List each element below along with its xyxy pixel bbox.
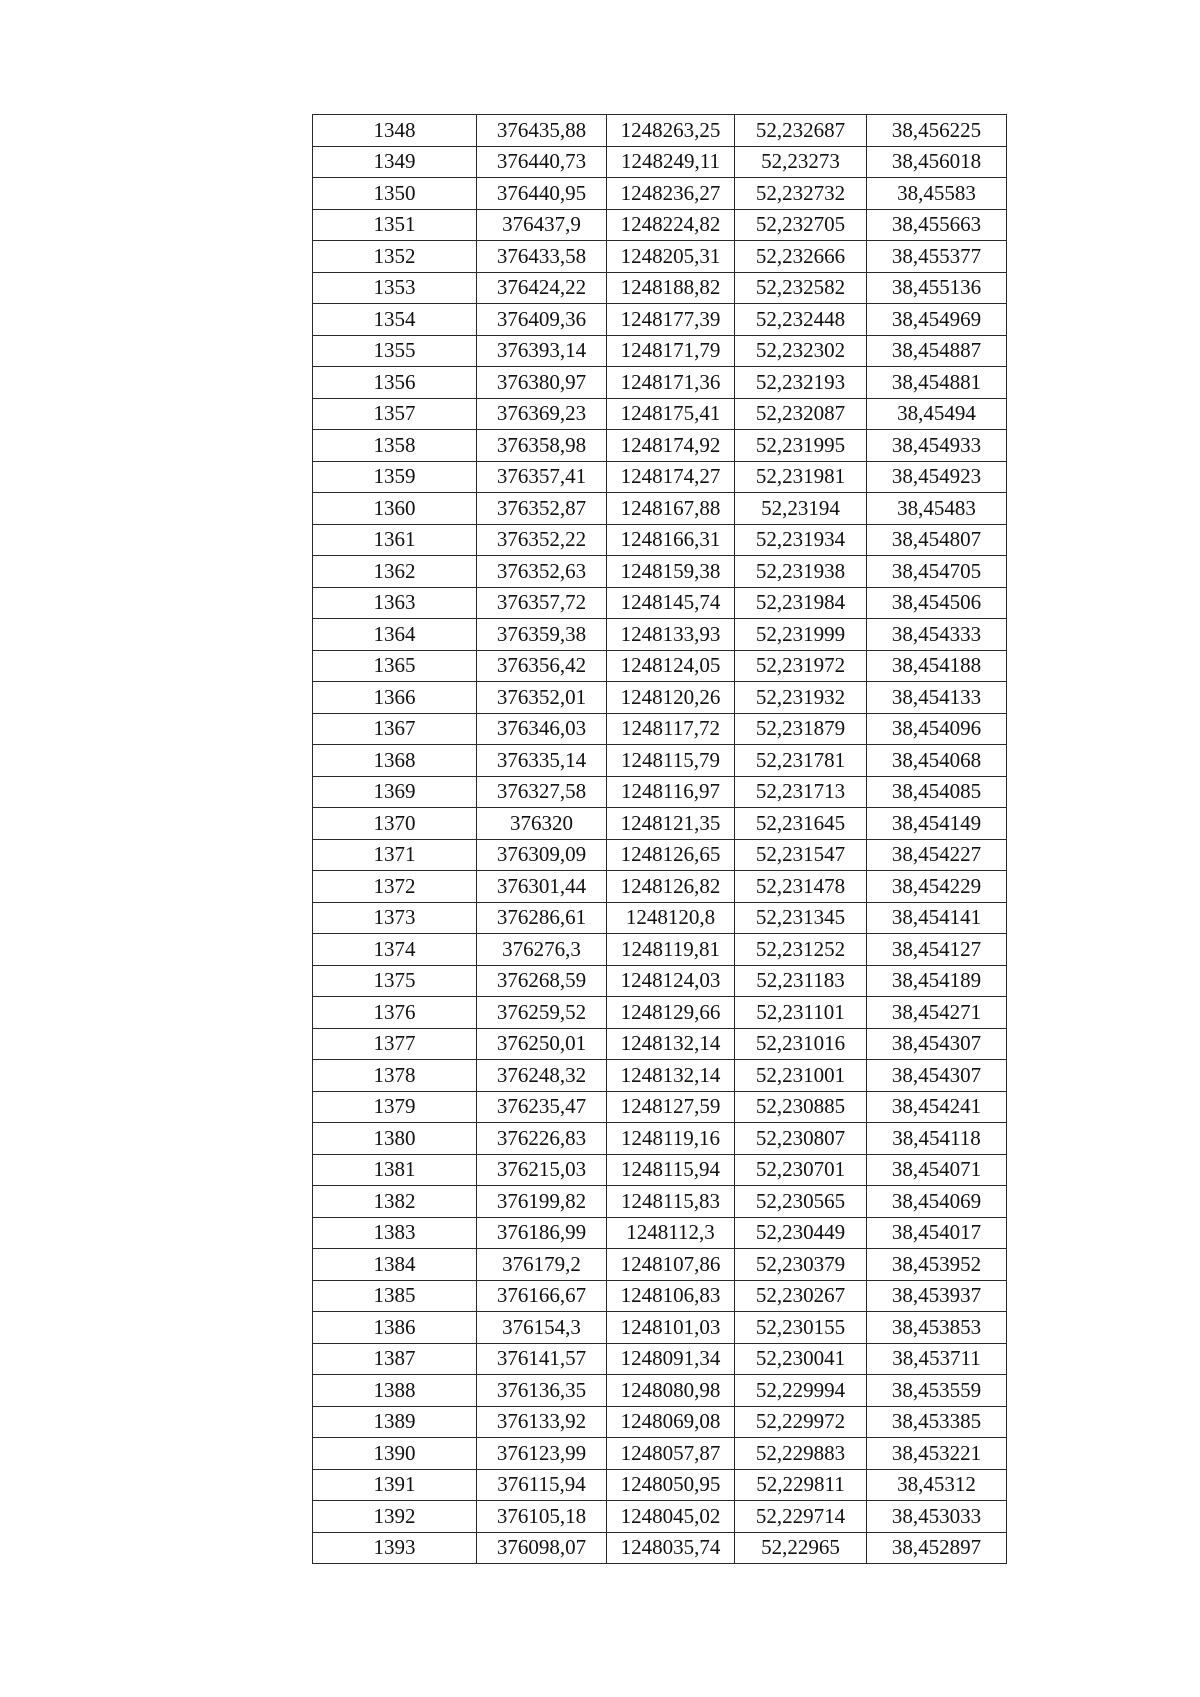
table-row (313, 871, 1007, 903)
latitude-cell: 52,229883 (735, 1438, 867, 1470)
y-coordinate-cell: 1248145,74 (607, 587, 735, 619)
latitude-cell: 52,232732 (735, 178, 867, 210)
point-number-cell: 1348 (313, 115, 477, 147)
x-coordinate-cell: 376215,03 (477, 1154, 607, 1186)
longitude-cell: 38,454307 (867, 1060, 1007, 1092)
point-number-cell: 1361 (313, 524, 477, 556)
latitude-cell: 52,232087 (735, 398, 867, 430)
y-coordinate-cell: 1248101,03 (607, 1312, 735, 1344)
point-number-cell: 1369 (313, 776, 477, 808)
latitude-cell: 52,229714 (735, 1501, 867, 1533)
point-number-cell: 1393 (313, 1532, 477, 1564)
latitude-cell: 52,231713 (735, 776, 867, 808)
y-coordinate-cell: 1248205,31 (607, 241, 735, 273)
latitude-cell: 52,231934 (735, 524, 867, 556)
y-coordinate-cell: 1248115,83 (607, 1186, 735, 1218)
point-number-cell: 1385 (313, 1280, 477, 1312)
x-coordinate-cell: 376186,99 (477, 1217, 607, 1249)
table-row (313, 1249, 1007, 1281)
latitude-cell: 52,231345 (735, 902, 867, 934)
longitude-cell: 38,454068 (867, 745, 1007, 777)
latitude-cell: 52,230807 (735, 1123, 867, 1155)
x-coordinate-cell: 376440,95 (477, 178, 607, 210)
table-row (313, 808, 1007, 840)
x-coordinate-cell: 376352,01 (477, 682, 607, 714)
table-row (313, 304, 1007, 336)
y-coordinate-cell: 1248045,02 (607, 1501, 735, 1533)
x-coordinate-cell: 376437,9 (477, 209, 607, 241)
table-row (313, 713, 1007, 745)
table-row (313, 556, 1007, 588)
point-number-cell: 1349 (313, 146, 477, 178)
table-row (313, 1343, 1007, 1375)
y-coordinate-cell: 1248057,87 (607, 1438, 735, 1470)
longitude-cell: 38,453221 (867, 1438, 1007, 1470)
table-row (313, 1060, 1007, 1092)
y-coordinate-cell: 1248171,79 (607, 335, 735, 367)
table-row (313, 619, 1007, 651)
point-number-cell: 1367 (313, 713, 477, 745)
point-number-cell: 1377 (313, 1028, 477, 1060)
x-coordinate-cell: 376380,97 (477, 367, 607, 399)
table-row (313, 1280, 1007, 1312)
longitude-cell: 38,454933 (867, 430, 1007, 462)
latitude-cell: 52,229972 (735, 1406, 867, 1438)
x-coordinate-cell: 376286,61 (477, 902, 607, 934)
longitude-cell: 38,45312 (867, 1469, 1007, 1501)
longitude-cell: 38,454227 (867, 839, 1007, 871)
x-coordinate-cell: 376248,32 (477, 1060, 607, 1092)
longitude-cell: 38,453559 (867, 1375, 1007, 1407)
point-number-cell: 1370 (313, 808, 477, 840)
point-number-cell: 1364 (313, 619, 477, 651)
x-coordinate-cell: 376440,73 (477, 146, 607, 178)
point-number-cell: 1383 (313, 1217, 477, 1249)
latitude-cell: 52,232302 (735, 335, 867, 367)
point-number-cell: 1368 (313, 745, 477, 777)
y-coordinate-cell: 1248224,82 (607, 209, 735, 241)
y-coordinate-cell: 1248249,11 (607, 146, 735, 178)
point-number-cell: 1375 (313, 965, 477, 997)
longitude-cell: 38,454923 (867, 461, 1007, 493)
latitude-cell: 52,232666 (735, 241, 867, 273)
y-coordinate-cell: 1248236,27 (607, 178, 735, 210)
latitude-cell: 52,231478 (735, 871, 867, 903)
y-coordinate-cell: 1248171,36 (607, 367, 735, 399)
x-coordinate-cell: 376105,18 (477, 1501, 607, 1533)
latitude-cell: 52,23194 (735, 493, 867, 525)
longitude-cell: 38,454506 (867, 587, 1007, 619)
latitude-cell: 52,232687 (735, 115, 867, 147)
y-coordinate-cell: 1248175,41 (607, 398, 735, 430)
y-coordinate-cell: 1248126,82 (607, 871, 735, 903)
point-number-cell: 1355 (313, 335, 477, 367)
table-row (313, 1469, 1007, 1501)
longitude-cell: 38,454096 (867, 713, 1007, 745)
x-coordinate-cell: 376226,83 (477, 1123, 607, 1155)
latitude-cell: 52,230449 (735, 1217, 867, 1249)
longitude-cell: 38,453033 (867, 1501, 1007, 1533)
longitude-cell: 38,453711 (867, 1343, 1007, 1375)
table-row (313, 1375, 1007, 1407)
latitude-cell: 52,232448 (735, 304, 867, 336)
point-number-cell: 1363 (313, 587, 477, 619)
table-row (313, 650, 1007, 682)
table-row (313, 493, 1007, 525)
point-number-cell: 1356 (313, 367, 477, 399)
longitude-cell: 38,454149 (867, 808, 1007, 840)
table-row (313, 682, 1007, 714)
latitude-cell: 52,232193 (735, 367, 867, 399)
table-row (313, 902, 1007, 934)
x-coordinate-cell: 376359,38 (477, 619, 607, 651)
latitude-cell: 52,231547 (735, 839, 867, 871)
y-coordinate-cell: 1248174,27 (607, 461, 735, 493)
point-number-cell: 1373 (313, 902, 477, 934)
latitude-cell: 52,231932 (735, 682, 867, 714)
latitude-cell: 52,231101 (735, 997, 867, 1029)
table-row (313, 209, 1007, 241)
table-row (313, 965, 1007, 997)
latitude-cell: 52,232705 (735, 209, 867, 241)
longitude-cell: 38,453853 (867, 1312, 1007, 1344)
latitude-cell: 52,231183 (735, 965, 867, 997)
longitude-cell: 38,454133 (867, 682, 1007, 714)
point-number-cell: 1354 (313, 304, 477, 336)
point-number-cell: 1365 (313, 650, 477, 682)
y-coordinate-cell: 1248115,94 (607, 1154, 735, 1186)
coordinates-table-body (313, 115, 1007, 1564)
y-coordinate-cell: 1248091,34 (607, 1343, 735, 1375)
latitude-cell: 52,231645 (735, 808, 867, 840)
table-row (313, 398, 1007, 430)
longitude-cell: 38,454881 (867, 367, 1007, 399)
point-number-cell: 1380 (313, 1123, 477, 1155)
latitude-cell: 52,231252 (735, 934, 867, 966)
point-number-cell: 1360 (313, 493, 477, 525)
point-number-cell: 1350 (313, 178, 477, 210)
point-number-cell: 1392 (313, 1501, 477, 1533)
point-number-cell: 1386 (313, 1312, 477, 1344)
table-row (313, 1186, 1007, 1218)
table-row (313, 115, 1007, 147)
longitude-cell: 38,454807 (867, 524, 1007, 556)
point-number-cell: 1379 (313, 1091, 477, 1123)
table-row (313, 587, 1007, 619)
table-row (313, 367, 1007, 399)
longitude-cell: 38,454069 (867, 1186, 1007, 1218)
x-coordinate-cell: 376136,35 (477, 1375, 607, 1407)
point-number-cell: 1381 (313, 1154, 477, 1186)
longitude-cell: 38,454071 (867, 1154, 1007, 1186)
y-coordinate-cell: 1248035,74 (607, 1532, 735, 1564)
longitude-cell: 38,454705 (867, 556, 1007, 588)
longitude-cell: 38,453937 (867, 1280, 1007, 1312)
latitude-cell: 52,231016 (735, 1028, 867, 1060)
latitude-cell: 52,230885 (735, 1091, 867, 1123)
x-coordinate-cell: 376301,44 (477, 871, 607, 903)
latitude-cell: 52,231984 (735, 587, 867, 619)
longitude-cell: 38,453952 (867, 1249, 1007, 1281)
x-coordinate-cell: 376409,36 (477, 304, 607, 336)
y-coordinate-cell: 1248120,26 (607, 682, 735, 714)
x-coordinate-cell: 376327,58 (477, 776, 607, 808)
x-coordinate-cell: 376199,82 (477, 1186, 607, 1218)
y-coordinate-cell: 1248166,31 (607, 524, 735, 556)
longitude-cell: 38,45494 (867, 398, 1007, 430)
table-row (313, 776, 1007, 808)
table-row (313, 524, 1007, 556)
x-coordinate-cell: 376424,22 (477, 272, 607, 304)
y-coordinate-cell: 1248119,81 (607, 934, 735, 966)
x-coordinate-cell: 376115,94 (477, 1469, 607, 1501)
table-row (313, 178, 1007, 210)
longitude-cell: 38,456018 (867, 146, 1007, 178)
point-number-cell: 1366 (313, 682, 477, 714)
longitude-cell: 38,455136 (867, 272, 1007, 304)
table-row (313, 1154, 1007, 1186)
x-coordinate-cell: 376154,3 (477, 1312, 607, 1344)
point-number-cell: 1382 (313, 1186, 477, 1218)
x-coordinate-cell: 376358,98 (477, 430, 607, 462)
x-coordinate-cell: 376352,87 (477, 493, 607, 525)
latitude-cell: 52,231781 (735, 745, 867, 777)
table-row (313, 1217, 1007, 1249)
longitude-cell: 38,453385 (867, 1406, 1007, 1438)
table-row (313, 839, 1007, 871)
point-number-cell: 1351 (313, 209, 477, 241)
y-coordinate-cell: 1248127,59 (607, 1091, 735, 1123)
x-coordinate-cell: 376433,58 (477, 241, 607, 273)
table-row (313, 1438, 1007, 1470)
table-row (313, 335, 1007, 367)
point-number-cell: 1391 (313, 1469, 477, 1501)
table-row (313, 241, 1007, 273)
point-number-cell: 1358 (313, 430, 477, 462)
y-coordinate-cell: 1248124,03 (607, 965, 735, 997)
longitude-cell: 38,455663 (867, 209, 1007, 241)
x-coordinate-cell: 376235,47 (477, 1091, 607, 1123)
point-number-cell: 1390 (313, 1438, 477, 1470)
point-number-cell: 1357 (313, 398, 477, 430)
point-number-cell: 1362 (313, 556, 477, 588)
table-row (313, 430, 1007, 462)
point-number-cell: 1374 (313, 934, 477, 966)
latitude-cell: 52,231972 (735, 650, 867, 682)
x-coordinate-cell: 376357,72 (477, 587, 607, 619)
latitude-cell: 52,229994 (735, 1375, 867, 1407)
longitude-cell: 38,454188 (867, 650, 1007, 682)
point-number-cell: 1372 (313, 871, 477, 903)
longitude-cell: 38,454229 (867, 871, 1007, 903)
latitude-cell: 52,230267 (735, 1280, 867, 1312)
point-number-cell: 1371 (313, 839, 477, 871)
y-coordinate-cell: 1248120,8 (607, 902, 735, 934)
latitude-cell: 52,231981 (735, 461, 867, 493)
x-coordinate-cell: 376259,52 (477, 997, 607, 1029)
latitude-cell: 52,231001 (735, 1060, 867, 1092)
y-coordinate-cell: 1248106,83 (607, 1280, 735, 1312)
x-coordinate-cell: 376352,22 (477, 524, 607, 556)
latitude-cell: 52,231999 (735, 619, 867, 651)
y-coordinate-cell: 1248132,14 (607, 1060, 735, 1092)
latitude-cell: 52,229811 (735, 1469, 867, 1501)
table-row (313, 272, 1007, 304)
x-coordinate-cell: 376268,59 (477, 965, 607, 997)
point-number-cell: 1378 (313, 1060, 477, 1092)
table-row (313, 1028, 1007, 1060)
y-coordinate-cell: 1248080,98 (607, 1375, 735, 1407)
x-coordinate-cell: 376335,14 (477, 745, 607, 777)
y-coordinate-cell: 1248112,3 (607, 1217, 735, 1249)
table-row (313, 1123, 1007, 1155)
table-row (313, 1312, 1007, 1344)
x-coordinate-cell: 376357,41 (477, 461, 607, 493)
x-coordinate-cell: 376393,14 (477, 335, 607, 367)
longitude-cell: 38,454085 (867, 776, 1007, 808)
longitude-cell: 38,45583 (867, 178, 1007, 210)
x-coordinate-cell: 376141,57 (477, 1343, 607, 1375)
y-coordinate-cell: 1248124,05 (607, 650, 735, 682)
x-coordinate-cell: 376179,2 (477, 1249, 607, 1281)
longitude-cell: 38,452897 (867, 1532, 1007, 1564)
y-coordinate-cell: 1248107,86 (607, 1249, 735, 1281)
longitude-cell: 38,454271 (867, 997, 1007, 1029)
x-coordinate-cell: 376356,42 (477, 650, 607, 682)
y-coordinate-cell: 1248129,66 (607, 997, 735, 1029)
table-row (313, 1091, 1007, 1123)
table-row (313, 146, 1007, 178)
point-number-cell: 1389 (313, 1406, 477, 1438)
x-coordinate-cell: 376435,88 (477, 115, 607, 147)
table-row (313, 1501, 1007, 1533)
x-coordinate-cell: 376250,01 (477, 1028, 607, 1060)
latitude-cell: 52,232582 (735, 272, 867, 304)
longitude-cell: 38,454017 (867, 1217, 1007, 1249)
table-row (313, 745, 1007, 777)
latitude-cell: 52,230701 (735, 1154, 867, 1186)
y-coordinate-cell: 1248121,35 (607, 808, 735, 840)
x-coordinate-cell: 376276,3 (477, 934, 607, 966)
x-coordinate-cell: 376320 (477, 808, 607, 840)
y-coordinate-cell: 1248263,25 (607, 115, 735, 147)
point-number-cell: 1352 (313, 241, 477, 273)
y-coordinate-cell: 1248069,08 (607, 1406, 735, 1438)
y-coordinate-cell: 1248115,79 (607, 745, 735, 777)
longitude-cell: 38,454969 (867, 304, 1007, 336)
x-coordinate-cell: 376369,23 (477, 398, 607, 430)
point-number-cell: 1376 (313, 997, 477, 1029)
point-number-cell: 1359 (313, 461, 477, 493)
y-coordinate-cell: 1248174,92 (607, 430, 735, 462)
latitude-cell: 52,231995 (735, 430, 867, 462)
y-coordinate-cell: 1248126,65 (607, 839, 735, 871)
latitude-cell: 52,231938 (735, 556, 867, 588)
table-row (313, 461, 1007, 493)
latitude-cell: 52,230041 (735, 1343, 867, 1375)
x-coordinate-cell: 376133,92 (477, 1406, 607, 1438)
longitude-cell: 38,454241 (867, 1091, 1007, 1123)
point-number-cell: 1353 (313, 272, 477, 304)
latitude-cell: 52,231879 (735, 713, 867, 745)
longitude-cell: 38,455377 (867, 241, 1007, 273)
table-row (313, 1532, 1007, 1564)
longitude-cell: 38,454118 (867, 1123, 1007, 1155)
longitude-cell: 38,454887 (867, 335, 1007, 367)
y-coordinate-cell: 1248050,95 (607, 1469, 735, 1501)
y-coordinate-cell: 1248117,72 (607, 713, 735, 745)
y-coordinate-cell: 1248119,16 (607, 1123, 735, 1155)
coordinates-table (312, 114, 1007, 1564)
latitude-cell: 52,230565 (735, 1186, 867, 1218)
longitude-cell: 38,45483 (867, 493, 1007, 525)
table-row (313, 997, 1007, 1029)
latitude-cell: 52,22965 (735, 1532, 867, 1564)
longitude-cell: 38,454307 (867, 1028, 1007, 1060)
longitude-cell: 38,454333 (867, 619, 1007, 651)
point-number-cell: 1384 (313, 1249, 477, 1281)
latitude-cell: 52,23273 (735, 146, 867, 178)
x-coordinate-cell: 376166,67 (477, 1280, 607, 1312)
y-coordinate-cell: 1248188,82 (607, 272, 735, 304)
longitude-cell: 38,454141 (867, 902, 1007, 934)
y-coordinate-cell: 1248116,97 (607, 776, 735, 808)
x-coordinate-cell: 376123,99 (477, 1438, 607, 1470)
longitude-cell: 38,454127 (867, 934, 1007, 966)
latitude-cell: 52,230155 (735, 1312, 867, 1344)
y-coordinate-cell: 1248133,93 (607, 619, 735, 651)
y-coordinate-cell: 1248132,14 (607, 1028, 735, 1060)
y-coordinate-cell: 1248177,39 (607, 304, 735, 336)
longitude-cell: 38,454189 (867, 965, 1007, 997)
y-coordinate-cell: 1248167,88 (607, 493, 735, 525)
x-coordinate-cell: 376346,03 (477, 713, 607, 745)
x-coordinate-cell: 376309,09 (477, 839, 607, 871)
x-coordinate-cell: 376352,63 (477, 556, 607, 588)
y-coordinate-cell: 1248159,38 (607, 556, 735, 588)
longitude-cell: 38,456225 (867, 115, 1007, 147)
point-number-cell: 1387 (313, 1343, 477, 1375)
point-number-cell: 1388 (313, 1375, 477, 1407)
latitude-cell: 52,230379 (735, 1249, 867, 1281)
table-row (313, 934, 1007, 966)
table-row (313, 1406, 1007, 1438)
x-coordinate-cell: 376098,07 (477, 1532, 607, 1564)
